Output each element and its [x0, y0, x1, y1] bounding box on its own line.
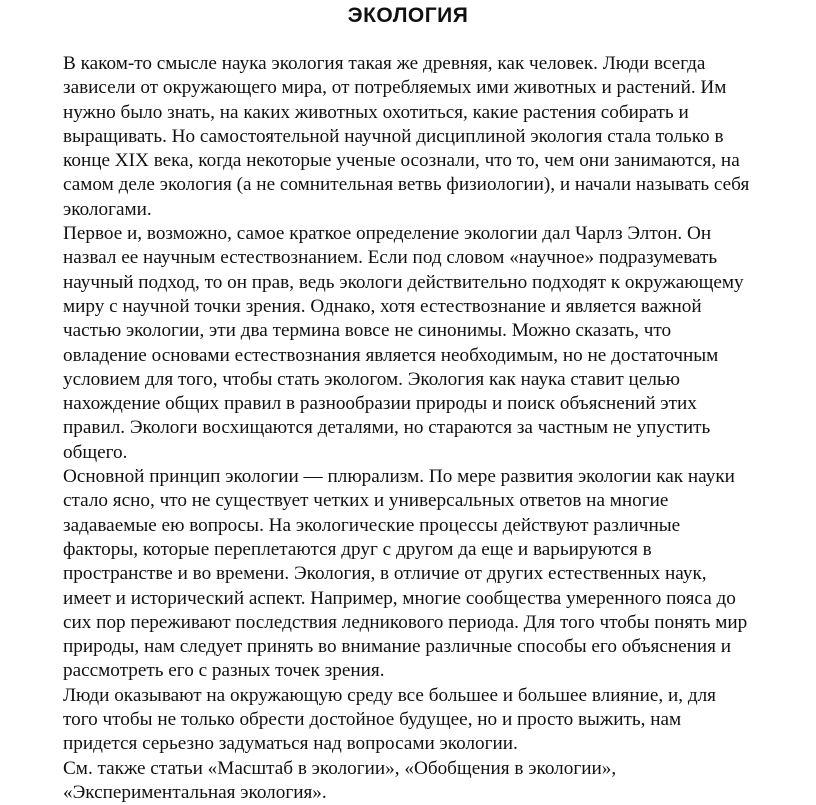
- text-line: нахождение общих правил в разнообразии природы и поиск объяснений этих: [63, 393, 697, 415]
- text-line: зависели от окружающего мира, от потребляемых ими животных и растений. Им: [63, 77, 727, 99]
- text-line: миру с научной точки зрения. Однако, хотя естествознание и является важной: [63, 295, 702, 317]
- text-line: См. также статьи «Масштаб в экологии», «Обобщения в экологии»,: [63, 757, 617, 779]
- page-title: ЭКОЛОГИЯ: [347, 4, 469, 27]
- text-line: пространстве и во времени. Экология, в отличие от других естественных наук,: [63, 563, 707, 585]
- text-line: нужно было знать, на каких животных охотиться, какие растения собирать и: [63, 101, 689, 123]
- text-line: самом деле экология (а не сомнительная ветвь физиологии), и начали называть себя: [63, 174, 750, 196]
- text-line: В каком-то смысле наука экология такая же древняя, как человек. Люди всегда: [63, 53, 706, 74]
- text-line: «Экспериментальная экология».: [63, 781, 327, 803]
- text-line: научный подход, то он прав, ведь экологи действительно подходят к окружающему: [63, 271, 744, 293]
- text-line: назвал ее научным естествознанием. Если под словом «научное» подразумевать: [63, 247, 718, 269]
- text-line: Основной принцип экологии — плюрализм. По мере развития экологии как науки: [63, 466, 735, 488]
- article-body: [63, 52, 811, 805]
- text-line: выращивать. Но самостоятельной научной дисциплиной экология стала только в: [63, 125, 724, 147]
- text-line: придется серьезно задуматься над вопросами экологии.: [63, 733, 518, 755]
- text-line: Люди оказывают на окружающую среду все большее и большее влияние, и, для: [63, 684, 717, 706]
- text-line: условием для того, чтобы стать экологом. Экология как наука ставит целью: [63, 368, 680, 390]
- text-line: стало ясно, что не существует четких и универсальных ответов на многие: [63, 490, 669, 512]
- text-line: имеет и исторический аспект. Например, многие сообщества умеренного пояса до: [63, 587, 736, 609]
- text-line: частью экологии, эти два термина вовсе не синонимы. Можно сказать, что: [63, 320, 672, 342]
- text-line: Первое и, возможно, самое краткое определение экологии дал Чарлз Элтон. Он: [63, 223, 712, 245]
- text-line: экологами.: [63, 198, 152, 220]
- text-line: факторы, которые переплетаются друг с другом да еще и варьируются в: [63, 538, 652, 560]
- text-line: конце XIX века, когда некоторые ученые осознали, что то, чем они занимаются, на: [63, 150, 740, 172]
- text-line: природы, нам следует принять во внимание различные способы его объяснения и: [63, 636, 732, 658]
- text-line: сих пор переживают последствия ледникового периода. Для того чтобы понять мир: [63, 611, 748, 633]
- text-line: рассмотреть его с разных точек зрения.: [63, 660, 385, 682]
- text-line: общего.: [63, 441, 128, 463]
- text-line: того чтобы не только обрести достойное будущее, но и просто выжить, нам: [63, 709, 682, 731]
- text-line: правил. Экологи восхищаются деталями, но стараются за частным не упустить: [63, 417, 711, 439]
- text-line: задаваемые ею вопросы. На экологические процессы действуют различные: [63, 514, 681, 536]
- text-line: овладение основами естествознания является необходимым, но не достаточным: [63, 344, 719, 366]
